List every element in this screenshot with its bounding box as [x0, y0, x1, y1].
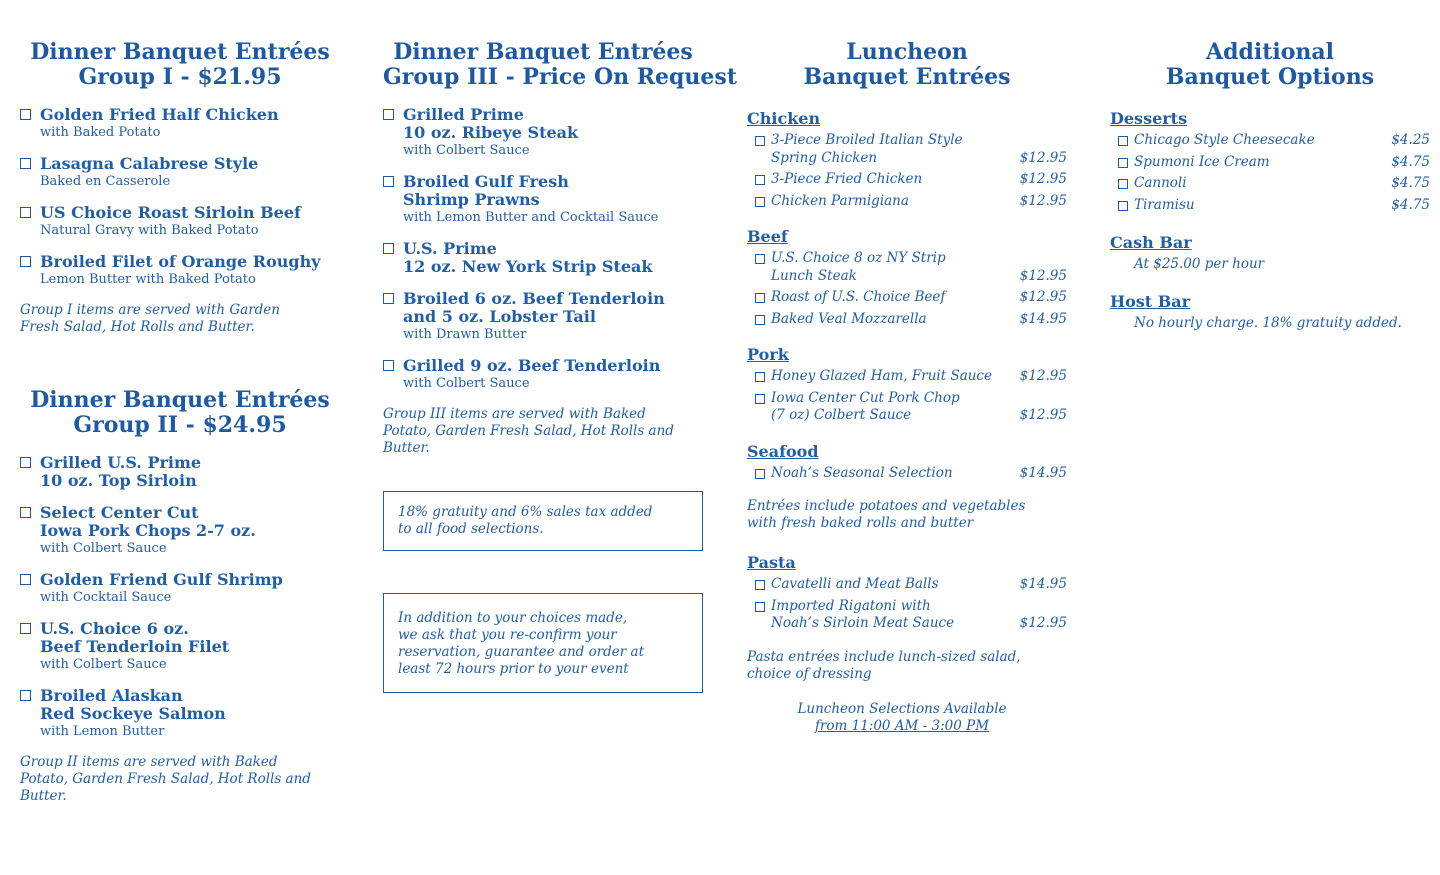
checkbox[interactable]	[755, 394, 765, 404]
option-price: $14.95	[1019, 464, 1067, 481]
group2-heading	[20, 388, 340, 438]
checkbox[interactable]	[383, 109, 394, 120]
entree-subtitle: with Lemon Butter	[40, 724, 165, 739]
entree-subtitle: with Lemon Butter and Cocktail Sauce	[403, 210, 659, 225]
entree-title: Broiled 6 oz. Beef Tenderloin	[403, 289, 665, 308]
checkbox[interactable]	[20, 457, 31, 468]
entree-subtitle: with Colbert Sauce	[403, 143, 530, 158]
checkbox[interactable]	[20, 256, 31, 267]
option-price: $12.95	[1019, 368, 1067, 384]
option-price: $12.95	[1019, 192, 1067, 209]
notice-line: least 72 hours prior to your event	[398, 661, 629, 677]
menu-option	[747, 171, 1067, 189]
entree-subtitle: with Cocktail Sauce	[40, 590, 172, 605]
checkbox[interactable]	[755, 315, 765, 325]
menu-option	[747, 598, 1067, 633]
checkbox[interactable]	[755, 175, 765, 185]
notice-line: 18% gratuity and 6% sales tax added	[398, 504, 653, 520]
checkbox[interactable]	[1118, 201, 1128, 211]
entree-subtitle: with Colbert Sauce	[40, 657, 167, 672]
option-name: Iowa Center Cut Pork Chop	[771, 389, 960, 406]
entree-item	[383, 240, 703, 276]
seafood-section	[747, 443, 1067, 483]
entree-subtitle: Lemon Butter with Baked Potato	[40, 272, 256, 287]
entree-title-line2: Shrimp Prawns	[403, 190, 540, 209]
group3-note	[383, 406, 703, 457]
luncheon-availability	[747, 701, 1067, 735]
section-heading-seafood: Seafood	[747, 441, 819, 461]
reconfirm-notice-box	[383, 593, 703, 693]
menu-option	[1110, 132, 1430, 150]
note-line: Group III items are served with Baked	[383, 406, 646, 422]
note-line: Butter.	[20, 788, 67, 804]
option-name: 3-Piece Fried Chicken	[771, 171, 923, 187]
entree-subtitle: with Baked Potato	[40, 125, 161, 140]
entree-title: U.S. Prime	[403, 239, 497, 258]
additional-heading-line1: Additional	[1206, 39, 1334, 65]
entree-title: Golden Fried Half Chicken	[40, 105, 279, 124]
group2-heading-line1: Dinner Banquet Entrées	[30, 387, 330, 413]
checkbox[interactable]	[755, 293, 765, 303]
entree-item	[20, 454, 340, 490]
note-line: Group II items are served with Baked	[20, 754, 278, 770]
group1-note	[20, 302, 340, 336]
entree-title: Broiled Gulf Fresh	[403, 172, 569, 191]
option-price: $14.95	[1019, 310, 1067, 327]
entree-item	[383, 357, 703, 392]
option-name: Tiramisu	[1134, 196, 1195, 213]
entree-subtitle: with Drawn Butter	[403, 327, 527, 342]
checkbox[interactable]	[20, 507, 31, 518]
note-line: Group I items are served with Garden	[20, 302, 280, 318]
entree-title: US Choice Roast Sirloin Beef	[40, 203, 301, 222]
entree-title: Broiled Filet of Orange Roughy	[40, 252, 321, 271]
entree-item	[20, 571, 340, 606]
desserts-section	[1110, 110, 1430, 214]
group2-note	[20, 754, 340, 805]
entree-item	[20, 504, 340, 557]
chicken-section	[747, 110, 1067, 210]
entree-subtitle: with Colbert Sauce	[403, 376, 530, 391]
option-price: $12.95	[1019, 407, 1067, 423]
group3-heading	[383, 39, 737, 90]
checkbox[interactable]	[20, 158, 31, 169]
option-name: Spumoni Ice Cream	[1134, 153, 1270, 170]
entree-item	[20, 204, 340, 239]
checkbox[interactable]	[755, 372, 765, 382]
additional-heading	[1110, 40, 1430, 90]
option-price: $12.95	[1019, 267, 1067, 284]
checkbox[interactable]	[383, 360, 394, 371]
entree-item	[20, 155, 340, 190]
option-name: U.S. Choice 8 oz NY Strip	[771, 250, 946, 266]
menu-option	[747, 289, 1067, 307]
host-bar-section	[1110, 293, 1430, 332]
entree-item	[383, 290, 703, 343]
menu-option	[1110, 154, 1430, 172]
additional-heading-line2: Banquet Options	[1165, 64, 1375, 90]
luncheon-heading-line2: Banquet Entrées	[803, 64, 1011, 90]
option-name: 3-Piece Broiled Italian Style	[771, 132, 963, 148]
cash-bar-section	[1110, 234, 1430, 273]
option-name: Roast of U.S. Choice Beef	[771, 289, 946, 305]
checkbox[interactable]	[755, 602, 765, 612]
section-heading-beef: Beef	[747, 227, 788, 246]
checkbox[interactable]	[755, 254, 765, 264]
entree-item	[20, 106, 340, 141]
group3-heading-line1: Dinner Banquet Entrées	[393, 39, 693, 65]
entree-subtitle: with Colbert Sauce	[40, 541, 167, 556]
pasta-section	[747, 554, 1067, 633]
section-heading-pork: Pork	[747, 345, 789, 364]
option-price: $4.75	[1391, 153, 1430, 170]
option-name: Honey Glazed Ham, Fruit Sauce	[771, 368, 992, 384]
entree-subtitle: Natural Gravy with Baked Potato	[40, 223, 259, 238]
option-name-line2: Spring Chicken	[771, 149, 878, 166]
section-heading-chicken: Chicken	[747, 109, 821, 128]
group2-entree-list	[20, 454, 340, 740]
checkbox[interactable]	[383, 243, 394, 254]
notice-line: In addition to your choices made,	[398, 610, 628, 626]
column-group-3	[383, 39, 737, 693]
entree-title: Lasagna Calabrese Style	[40, 154, 259, 173]
pasta-includes-note	[747, 649, 1067, 683]
option-price: $12.95	[1019, 289, 1067, 305]
column-group-1-2	[20, 40, 340, 805]
option-name: Imported Rigatoni with	[771, 597, 931, 614]
group3-heading-line2: Group III - Price On Request	[383, 64, 737, 90]
option-price: $14.95	[1019, 576, 1067, 592]
note-line: choice of dressing	[747, 665, 872, 682]
option-name-line2: Lunch Steak	[771, 267, 857, 284]
note-line: with fresh baked rolls and butter	[747, 515, 974, 531]
note-line: Pasta entrées include lunch-sized salad,	[747, 648, 1021, 665]
group1-heading	[20, 40, 340, 90]
checkbox[interactable]	[1118, 179, 1128, 189]
entree-item	[20, 253, 340, 288]
group3-entree-list	[383, 106, 703, 392]
column-luncheon	[747, 40, 1067, 735]
entree-title-line2: 12 oz. New York Strip Steak	[403, 257, 653, 276]
entree-title-line2: Red Sockeye Salmon	[40, 704, 226, 723]
entree-title: U.S. Choice 6 oz.	[40, 619, 189, 638]
notice-line: reservation, guarantee and order at	[398, 644, 645, 660]
entree-title: Grilled 9 oz. Beef Tenderloin	[403, 356, 661, 375]
luncheon-heading-line1: Luncheon	[846, 39, 968, 65]
section-heading-pasta: Pasta	[747, 553, 796, 572]
beef-section	[747, 228, 1067, 328]
option-name: Cannoli	[1134, 175, 1187, 191]
entree-title-line2: Beef Tenderloin Filet	[40, 637, 230, 656]
notice-line: we ask that you re-confirm your	[398, 627, 617, 643]
note-line: Potato, Garden Fresh Salad, Hot Rolls and	[383, 423, 674, 439]
availability-hours: from 11:00 AM - 3:00 PM	[814, 717, 990, 734]
menu-option	[747, 390, 1067, 425]
checkbox[interactable]	[383, 293, 394, 304]
group1-heading-line1: Dinner Banquet Entrées	[30, 39, 330, 65]
checkbox[interactable]	[1118, 158, 1128, 168]
section-heading-host-bar: Host Bar	[1110, 292, 1191, 311]
menu-option	[747, 465, 1067, 483]
option-name: Baked Veal Mozzarella	[771, 310, 927, 327]
checkbox[interactable]	[20, 207, 31, 218]
entree-item	[383, 106, 703, 159]
option-name: Cavatelli and Meat Balls	[771, 576, 939, 592]
option-name-line2: Noah’s Sirloin Meat Sauce	[771, 615, 955, 631]
option-price: $12.95	[1019, 149, 1067, 166]
entree-title: Grilled Prime	[403, 105, 524, 124]
entree-item	[383, 173, 703, 226]
option-price: $12.95	[1019, 615, 1067, 631]
checkbox[interactable]	[20, 623, 31, 634]
entree-title: Select Center Cut	[40, 503, 199, 522]
option-name: Noah’s Seasonal Selection	[771, 464, 953, 481]
entree-title-line2: and 5 oz. Lobster Tail	[403, 307, 596, 326]
host-bar-terms: No hourly charge. 18% gratuity added.	[1134, 315, 1402, 331]
entree-title: Grilled U.S. Prime	[40, 453, 202, 472]
group1-entree-list	[20, 106, 340, 288]
entree-title-line2: Iowa Pork Chops 2-7 oz.	[40, 521, 256, 540]
option-price: $12.95	[1019, 171, 1067, 187]
note-line: Entrées include potatoes and vegetables	[747, 498, 1026, 514]
option-price: $4.25	[1391, 132, 1430, 148]
option-price: $4.75	[1391, 196, 1430, 213]
entree-includes-note	[747, 498, 1067, 532]
entree-subtitle: Baked en Casserole	[40, 174, 171, 189]
checkbox[interactable]	[755, 136, 765, 146]
menu-option	[747, 311, 1067, 329]
menu-option	[747, 132, 1067, 167]
option-price: $4.75	[1391, 175, 1430, 191]
luncheon-heading	[747, 40, 1067, 90]
menu-option	[1110, 197, 1430, 215]
checkbox[interactable]	[755, 197, 765, 207]
option-name: Chicago Style Cheesecake	[1134, 132, 1315, 148]
cash-bar-rate: At $25.00 per hour	[1134, 256, 1265, 272]
checkbox[interactable]	[1118, 136, 1128, 146]
menu-option	[747, 193, 1067, 211]
section-heading-cash-bar: Cash Bar	[1110, 233, 1192, 252]
column-additional-options	[1110, 40, 1430, 332]
menu-option	[747, 576, 1067, 594]
menu-option	[747, 250, 1067, 285]
notice-line: to all food selections.	[398, 521, 544, 537]
checkbox[interactable]	[20, 574, 31, 585]
menu-option	[747, 368, 1067, 386]
gratuity-notice-box	[383, 491, 703, 551]
note-line: Butter.	[383, 440, 430, 456]
group2-heading-line2: Group II - $24.95	[73, 412, 287, 438]
checkbox[interactable]	[755, 469, 765, 479]
option-name: Chicken Parmigiana	[771, 192, 909, 209]
group1-heading-line2: Group I - $21.95	[78, 64, 282, 90]
availability-line: Luncheon Selections Available	[797, 700, 1007, 717]
entree-item	[20, 620, 340, 673]
pork-section	[747, 346, 1067, 425]
checkbox[interactable]	[755, 580, 765, 590]
option-name-line2: (7 oz) Colbert Sauce	[771, 407, 912, 423]
checkbox[interactable]	[20, 690, 31, 701]
checkbox[interactable]	[383, 176, 394, 187]
entree-title: Golden Friend Gulf Shrimp	[40, 570, 283, 589]
entree-item	[20, 687, 340, 740]
checkbox[interactable]	[20, 109, 31, 120]
menu-option	[1110, 175, 1430, 193]
entree-title: Broiled Alaskan	[40, 686, 183, 705]
entree-title-line2: 10 oz. Top Sirloin	[40, 471, 197, 490]
note-line: Fresh Salad, Hot Rolls and Butter.	[20, 319, 255, 335]
note-line: Potato, Garden Fresh Salad, Hot Rolls and	[20, 771, 311, 787]
entree-title-line2: 10 oz. Ribeye Steak	[403, 123, 579, 142]
section-heading-desserts: Desserts	[1110, 109, 1188, 128]
